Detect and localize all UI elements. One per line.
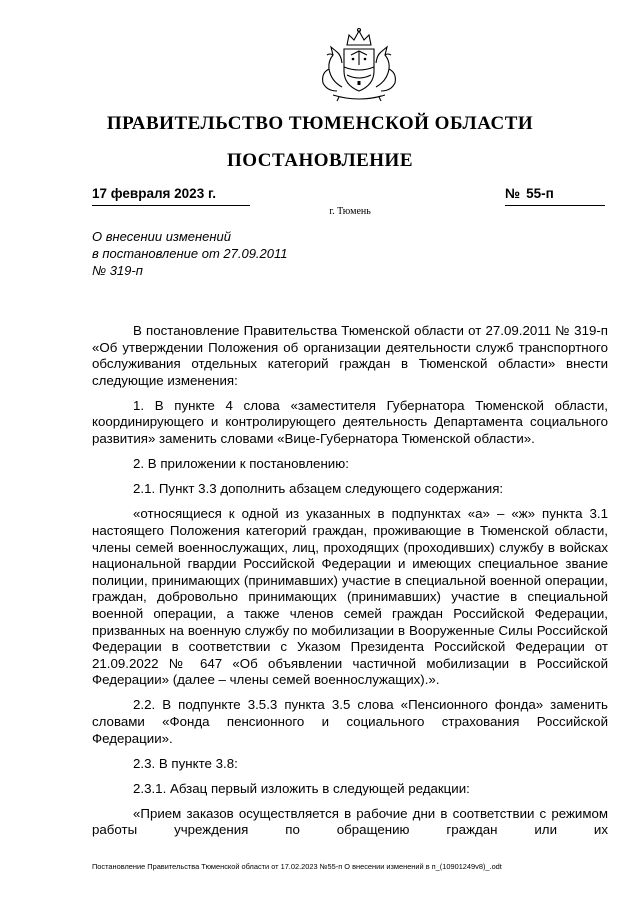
document-date: 17 февраля 2023 г.	[92, 186, 250, 206]
coat-of-arms-icon	[311, 25, 407, 105]
number-sign: №	[505, 186, 521, 201]
document-subject	[92, 228, 352, 279]
document-body	[92, 323, 608, 839]
subject-line: № 319-п	[92, 263, 143, 278]
body-paragraph: 2.1. Пункт 3.3 дополнить абзацем следующего содержания:	[133, 481, 504, 497]
body-paragraph: «относящиеся к одной из указанных в подпунктах «а» – «ж» пункта 3.1 настоящего Положения категорий граждан, проживающие в Тюменской области, члены семей военнослужащих, лиц, проходящих (проходивших) службу в войсках национальной гвардии Российской Федерации и имеющих специальное звание полиции, принимающих (принимавших) участие в специальной военной операции, граждан, добровольно принимающих (принимавших) участие в специальной военной операции, а также членов семей граждан Российской Федерации, призванных на военную службу по мобилизации в Вооруженные Силы Российской Федерации в соответствии с Указом Президента Российской Федерации от 21.09.2022 № 647 «Об объявлении частичной мобилизации в Российской Федерации» (далее – члены семей военнослужащих).».	[92, 506, 608, 688]
body-paragraph: 2.2. В подпункте 3.5.3 пункта 3.5 слова «Пенсионного фонда» заменить словами «Фонда пенсионного и социального страхования Российской Федерации».	[92, 697, 608, 746]
body-paragraph: 1. В пункте 4 слова «заместителя Губернатора Тюменской области, координирующего и контролирующего деятельность Департамента социального развития» заменить словами «Вице-Губернатора Тюменской области».	[92, 397, 608, 447]
body-paragraph: 2.3.1. Абзац первый изложить в следующей редакции:	[133, 780, 470, 796]
document-type-title: ПОСТАНОВЛЕНИЕ	[226, 150, 414, 171]
body-paragraph: В постановление Правительства Тюменской области от 27.09.2011 № 319-п «Об утверждении Положения об организации деятельности служб транспортного обслуживания отдельных категорий граждан в Тюменской области» внести следующие изменения:	[92, 323, 608, 388]
city-label: г. Тюмень	[329, 206, 371, 217]
document-number	[505, 186, 605, 206]
subject-line: в постановление от 27.09.2011	[92, 246, 288, 261]
number-value: 55-п	[526, 186, 554, 201]
body-paragraph: 2. В приложении к постановлению:	[133, 456, 349, 472]
body-paragraph: «Прием заказов осуществляется в рабочие дни в соответствии с режимом работы учреждения по обращению граждан или их	[92, 805, 608, 838]
subject-line: О внесении изменений	[92, 229, 231, 244]
government-title: ПРАВИТЕЛЬСТВО ТЮМЕНСКОЙ ОБЛАСТИ	[106, 113, 534, 134]
body-paragraph: 2.3. В пункте 3.8:	[133, 755, 238, 771]
page-footer: Постановление Правительства Тюменской области от 17.02.2023 №55-п О внесении изменений в п_(10901249v8)_.odt	[92, 862, 502, 871]
